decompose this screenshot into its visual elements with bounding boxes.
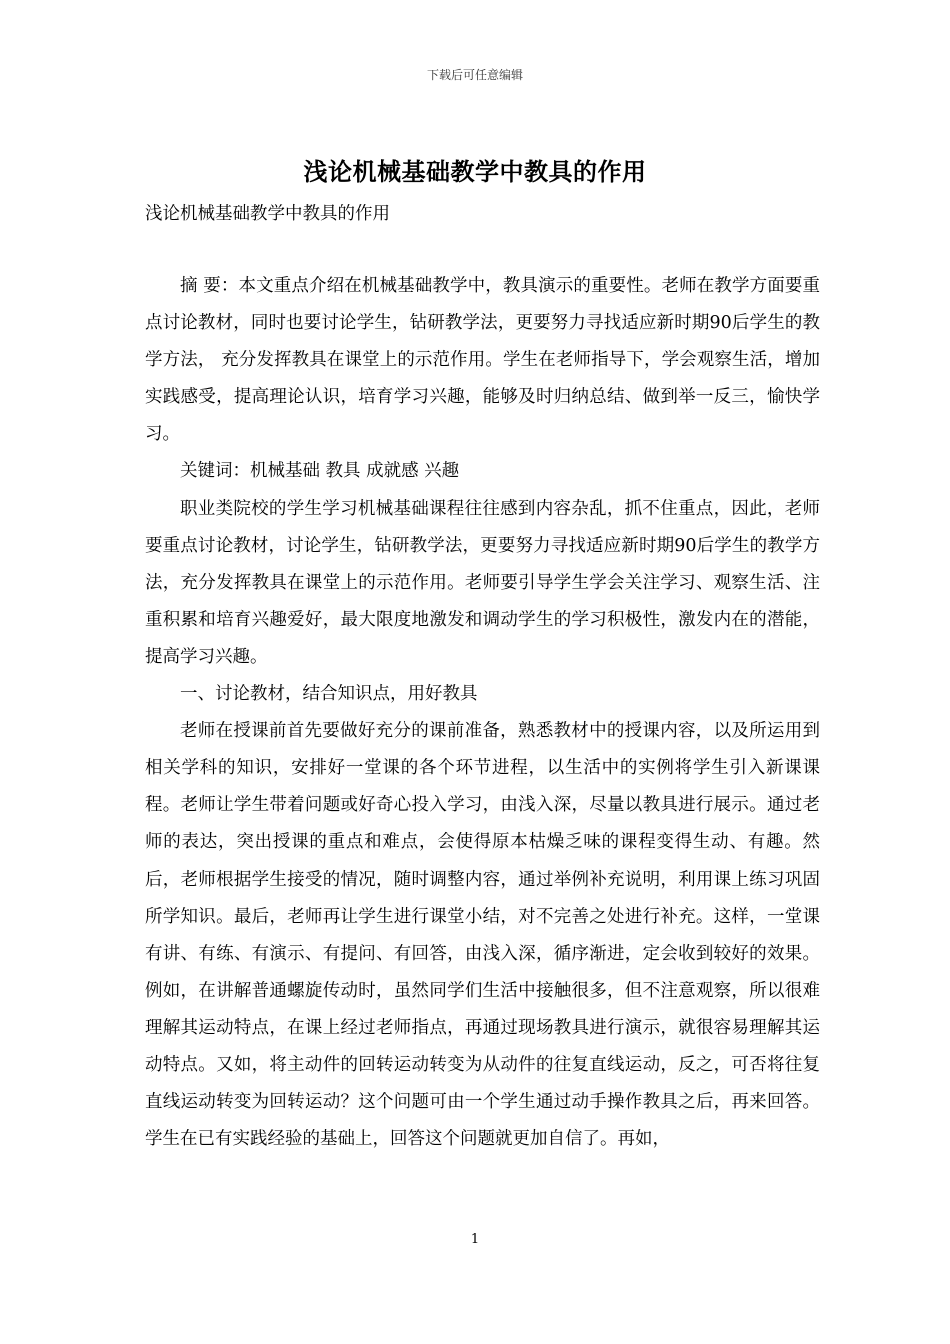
- intro-paragraph: 职业类院校的学生学习机械基础课程往往感到内容杂乱，抓不住重点，因此，老师要重点讨论教材，讨论学生，钻研教学法，更要努力寻找适应新时期90后学生的教学方法，充分发挥教具在课堂上的示范作用。老师要引导学生学会关注学习、观察生活、注重积累和培育兴趣爱好，最大限度地激发和调动学生的学习积极性，激发内在的潜能，提高学习兴趣。: [145, 498, 820, 667]
- keywords-paragraph: 关键词：机械基础 教具 成就感 兴趣: [180, 461, 460, 482]
- abstract-paragraph: 摘 要：本文重点介绍在机械基础教学中，教具演示的重要性。老师在教学方面要重点讨论教材，同时也要讨论学生，钻研教学法，更要努力寻找适应新时期90后学生的教学方法， 充分发挥教具在课堂上的示范作用。学生在老师指导下，学会观察生活，增加实践感受，提高理论认识，培育学习兴趣，能够及时归纳总结、做到举一反三，愉快学习。: [145, 276, 820, 445]
- body-paragraph: 老师在授课前首先要做好充分的课前准备，熟悉教材中的授课内容，以及所运用到相关学科的知识，安排好一堂课的各个环节进程，以生活中的实例将学生引入新课课程。老师让学生带着问题或好奇心投入学习，由浅入深，尽量以教具进行展示。通过老师的表达，突出授课的重点和难点，会使得原本枯燥乏味的课程变得生动、有趣。然后，老师根据学生接受的情况，随时调整内容，通过举例补充说明，利用课上练习巩固所学知识。最后，老师再让学生进行课堂小结，对不完善之处进行补充。这样，一堂课有讲、有练、有演示、有提问、有回答，由浅入深，循序渐进，定会收到较好的效果。例如，在讲解普通螺旋传动时，虽然同学们生活中接触很多，但不注意观察，所以很难理解其运动特点，在课上经过老师指点，再通过现场教具进行演示，就很容易理解其运动特点。又如，将主动件的回转运动转变为从动件的往复直线运动，反之，可否将往复直线运动转变为回转运动？这个问题可由一个学生通过动手操作教具之后，再来回答。学生在已有实践经验的基础上，回答这个问题就更加自信了。再如，: [145, 721, 820, 1150]
- page-number: 1: [470, 1232, 480, 1247]
- document-title: 浅论机械基础教学中教具的作用: [303, 157, 647, 186]
- page-header: 下载后可任意编辑: [426, 68, 523, 82]
- section-heading: 一、讨论教材，结合知识点，用好教具: [180, 684, 478, 705]
- document-body: [145, 268, 820, 1158]
- document-subtitle: 浅论机械基础教学中教具的作用: [145, 204, 390, 224]
